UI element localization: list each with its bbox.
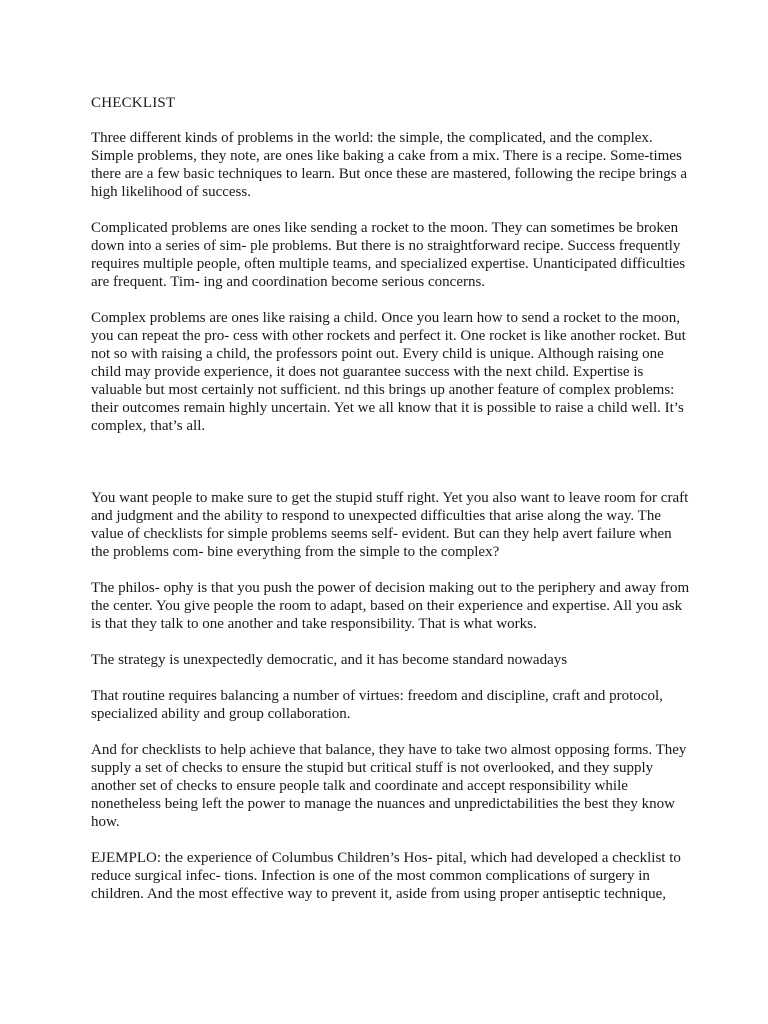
paragraph-simple-problems: Three different kinds of problems in the world: the simple, the complicated, and the complex. Simple problems, they note, are ones like baking a cake from a mix. There is a recipe. Some-times there are a few basic techniques to learn. But once these are mastered, following the recipe brings a high likelihood of success. xyxy=(91,130,688,200)
paragraph-routine: That routine requires balancing a number of virtues: freedom and discipline, craft and protocol, specialized ability and group collaboration. xyxy=(91,688,663,722)
paragraph-stupid-stuff: You want people to make sure to get the stupid stuff right. Yet you also want to leave room for craft and judgment and the ability to respond to unexpected difficulties that arise along the way. The value of checklists for simple problems seems self- evident. But can they help avert failure when the problems com- bine everything from the simple to the complex? xyxy=(91,490,689,560)
document-body xyxy=(91,94,691,921)
paragraph-philosophy: The philos- ophy is that you push the power of decision making out to the periphery and away from the center. You give people the room to adapt, based on their experience and expertise. All you ask is that they talk to one another and take responsibility. That is what works. xyxy=(91,580,690,632)
paragraph-balance: And for checklists to help achieve that balance, they have to take two almost opposing forms. They supply a set of checks to ensure the stupid but critical stuff is not overlooked, and they supply another set of checks to ensure people talk and coordinate and accept responsibility while nonetheless being left the power to manage the nuances and unpredictabilities the best they know how. xyxy=(91,742,687,830)
paragraph-strategy: The strategy is unexpectedly democratic, and it has become standard nowadays xyxy=(91,652,568,668)
document-title: CHECKLIST xyxy=(91,95,176,111)
paragraph-example: EJEMPLO: the experience of Columbus Children’s Hos- pital, which had developed a checklist to reduce surgical infec- tions. Infection is one of the most common complications of surgery in children. And the most effective way to prevent it, aside from using proper antiseptic technique, xyxy=(91,850,681,902)
paragraph-complicated-problems: Complicated problems are ones like sending a rocket to the moon. They can sometimes be broken down into a series of sim- ple problems. But there is no straightforward recipe. Success frequently requires multiple people, often multiple teams, and specialized expertise. Unanticipated difficulties are frequent. Tim- ing and coordination become serious concerns. xyxy=(91,220,686,290)
paragraph-complex-problems: Complex problems are ones like raising a child. Once you learn how to send a rocket to the moon, you can repeat the pro- cess with other rockets and perfect it. One rocket is like another rocket. But not so with raising a child, the professors point out. Every child is unique. Although raising one child may provide experience, it does not guarantee success with the next child. Expertise is valuable but most certainly not sufficient. nd this brings up another feature of complex problems: their outcomes remain highly uncertain. Yet we all know that it is possible to raise a child well. It’s complex, that’s all. xyxy=(91,310,686,434)
